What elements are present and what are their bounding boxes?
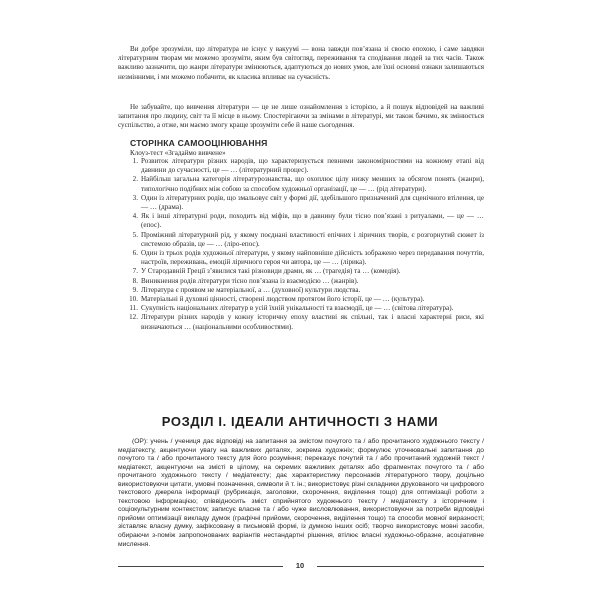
learning-outcomes-text: (ОР): учень / учениця дає відповіді на запитання за змістом почутого та / або прочитаного художнього тексту / медіатексту, акцентуючи увагу на важливих деталях, зокрема художніх; формулює уточнювальні запитання до почутого та / або прочитаного тексту для його розуміння; переказує почутий та / або прочитаний художній текст / медіатекст, акцентуючи на змісті в цілому, на окремих важливих деталях або фрагментах почутого та / або прочитаного художнього тексту / медіатексту; дає характеристику персонажів літературного твору, доцільно використовуючи цитати, умовні позначення, символи й т. ін.; використовує різні складники друкованого чи цифрового текстового джерела інформації (рубрикація, заголовки, скорочення, виділення тощо) для оптимізації роботи з текстовою інформацією; співвідносить зміст сприйнятого художнього тексту / медіатексту з історичним і соціокультурним контекстом; записує власне та / або чуже висловлювання, використовуючи за потреби відповідні прийоми оптимізації викладу думок (графічні прийоми, скорочення, виділення тощо) та способи мовної виразності; зіставляє власну думку, зафіксовану в письмовій формі, із думкою інших осіб; творчо використовує мовні засоби, обираючи з-поміж запропонованих варіантів нестандартні рішення, втілює власні художньо-образне, асоціативне мислення. xyxy=(118,438,484,548)
quiz-item-text: Матеріальні й духовні цінності, створені людством протягом його історії, це — … (культура). xyxy=(141,295,425,304)
chapter-title: РОЗДІЛ І. ІДЕАЛИ АНТИЧНОСТІ З НАМИ xyxy=(161,414,439,429)
quiz-item-number: 10. xyxy=(129,295,138,304)
quiz-item-text: Проміжний літературний рід, у якому поєднані властивості епічних і ліричних творів, є розгорнутий сюжет із системою образів, це — … (ліро-епос). xyxy=(141,230,484,248)
footer-rule-right xyxy=(317,566,484,567)
quiz-item xyxy=(118,295,484,304)
quiz-item xyxy=(118,277,484,286)
quiz-items-list xyxy=(118,157,484,332)
quiz-subtitle: Клоуз-тест «Згадаймо вивчене» xyxy=(130,149,226,157)
quiz-item-text: Літератури різних народів у кожну історичну епоху властиві як спільні, так і власні характерні риси, які визначаються … (національними особливостями). xyxy=(141,313,484,331)
quiz-item xyxy=(118,194,484,212)
quiz-item-text: Література є проявом не матеріальної, а … (духовної) культури людства. xyxy=(141,285,361,294)
quiz-item-number: 7. xyxy=(132,267,138,276)
quiz-item-number: 4. xyxy=(132,212,138,221)
intro-paragraph-1: Ви добре зрозуміли, що література не існує у вакуумі — вона завжди пов’язана зі своєю епохою, і саме завдяки літературним творам ми можемо зрозуміти, яким був світогляд, переживання та сподівання людей за тих часів. Також важливо зазначити, що жанри літератури змінюються, адаптуються до нових умов, але їхні основні ознаки залишаються незмінними, і ми можемо побачити, як класика впливає на сучасність. xyxy=(118,45,484,81)
quiz-item-text: Найбільш загальна категорія літературознавства, що охоплює цілу низку менших за обсягом понять (жанри), типологічно подібних між собою за способом художньої організації, це — … (рід літератури). xyxy=(141,175,484,193)
quiz-item-text: Виникнення родів літератури тісно пов’язана із взаємодією … (жанрів). xyxy=(141,276,359,285)
quiz-item xyxy=(118,286,484,295)
quiz-item xyxy=(118,313,484,331)
quiz-item-number: 9. xyxy=(132,285,138,294)
page-number: 10 xyxy=(295,561,305,570)
quiz-item-number: 12. xyxy=(129,313,138,322)
self-assessment-title: СТОРІНКА САМООЦІНЮВАННЯ xyxy=(130,138,268,148)
footer-rule-left xyxy=(118,566,283,567)
quiz-item-number: 2. xyxy=(132,175,138,184)
quiz-item xyxy=(118,231,484,249)
quiz-item-text: Сукупність національних літератур в усій їхній унікальності та взаємодії, це — … (світова література). xyxy=(141,304,454,313)
quiz-item-number: 11. xyxy=(129,304,138,313)
quiz-item-text: Один із літературних родів, що змальовує світ у формі дії, здебільшого призначений для сценічного втілення, це — … (драма). xyxy=(141,193,484,212)
quiz-item-text: У Стародавній Греції з’явилися такі різновиди драми, як … (трагедія) та … (комедія). xyxy=(141,267,401,276)
quiz-item-text: Один із трьох родів художньої літератури, у якому найповніше дійсність зображено через передавання почуттів, настроїв, переживань, емоцій ліричного героя чи автора, це — … (лірика). xyxy=(141,249,484,267)
quiz-item xyxy=(118,267,484,276)
quiz-item-number: 6. xyxy=(132,249,138,258)
quiz-item xyxy=(118,304,484,313)
intro-paragraph-2: Не забувайте, що вивчення літератури — це не лише ознайомлення з історією, а й пошук відповідей на важливі запитання про людину, світ та її місце в ньому. Спостерігаючи за змінами в літературі, ми також бачимо, як змінюється суспільство, а отже, ми маємо змогу краще зрозуміти себе й наше сьогодення. xyxy=(118,103,484,130)
quiz-item-number: 3. xyxy=(132,193,138,202)
quiz-item xyxy=(118,212,484,230)
quiz-item-number: 5. xyxy=(132,230,138,239)
quiz-item xyxy=(118,175,484,193)
quiz-item-text: Як і інші літературні роди, походить від міфів, що в давнину були тісно пов’язані з ритуалами, — це — … (епос). xyxy=(141,212,484,230)
quiz-item xyxy=(118,249,484,267)
quiz-item-number: 1. xyxy=(132,157,138,165)
quiz-item-text: Розвиток літератури різних народів, що характеризується певними закономірностями на кожному етапі від давнини до сучасності, це — … (літературний процес). xyxy=(141,157,484,175)
quiz-item-number: 8. xyxy=(132,276,138,285)
quiz-item xyxy=(118,157,484,175)
